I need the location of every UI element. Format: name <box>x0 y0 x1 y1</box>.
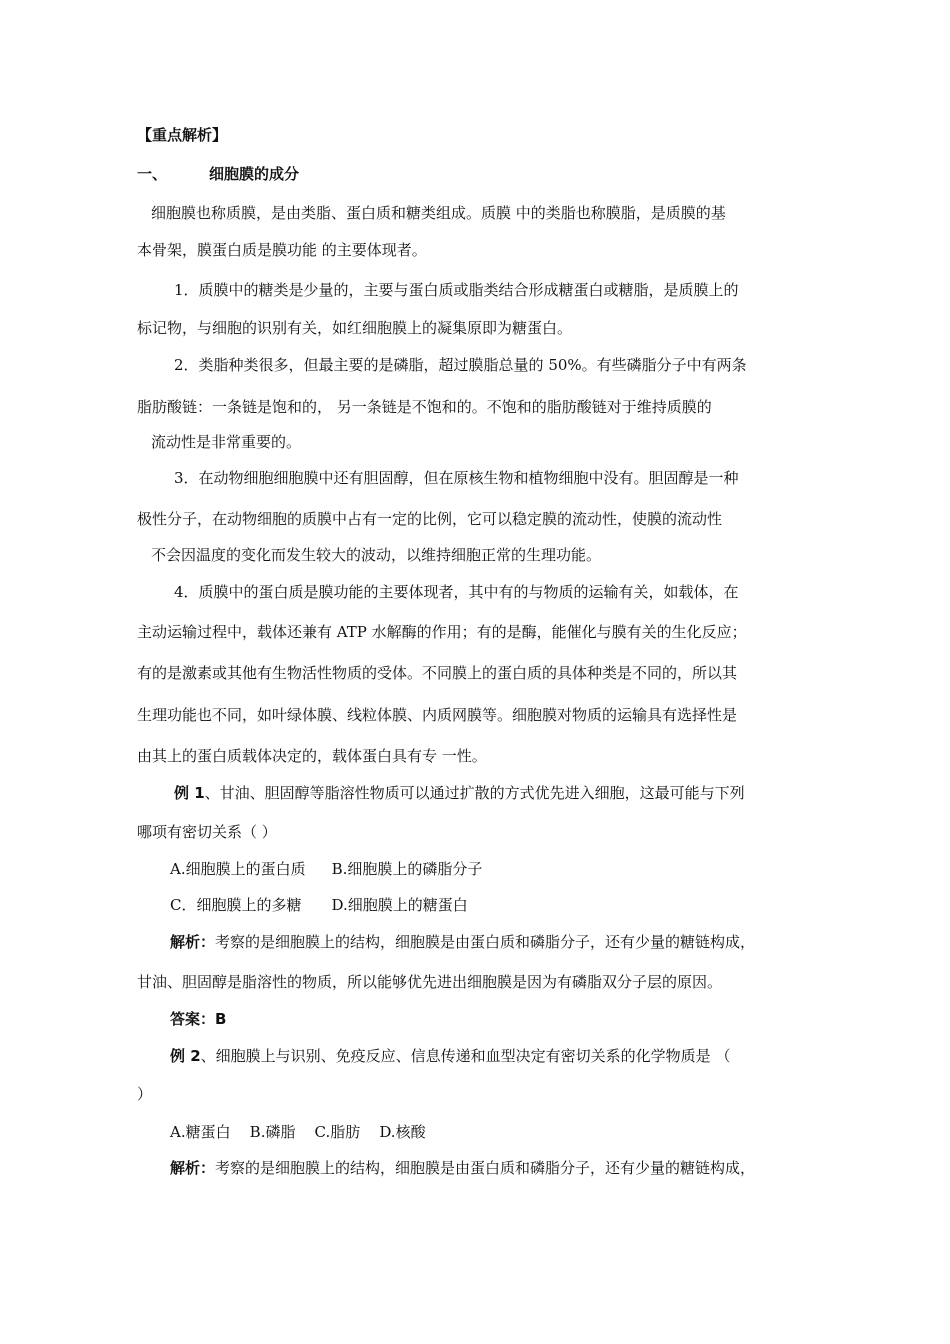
subsection-number: 一、 <box>137 165 168 183</box>
point-line: 有的是激素或其他有生物活性物质的受体。不同膜上的蛋白质的具体种类是不同的，所以其 <box>137 664 738 682</box>
point-line: 4．质膜中的蛋白质是膜功能的主要体现者，其中有的与物质的运输有关，如载体，在 <box>174 583 739 601</box>
point-line: 由其上的蛋白质载体决定的，载体蛋白具有专 一性。 <box>137 747 487 765</box>
analysis-text: 考察的是细胞膜上的结构，细胞膜是由蛋白质和磷脂分子，还有少量的糖链构成， <box>215 1159 756 1177</box>
example-1-options-row-1 <box>170 859 482 879</box>
point-line: 脂肪酸链：一条链是饱和的， 另一条链是不饱和的。不饱和的脂肪酸链对于维持质膜的 <box>137 398 712 416</box>
intro-line: 本骨架，膜蛋白质是膜功能 的主要体现者。 <box>137 241 427 259</box>
example-1-analysis-line: 甘油、胆固醇是脂溶性的物质，所以能够优先进出细胞膜是因为有磷脂双分子层的原因。 <box>137 973 723 991</box>
option-d: D.细胞膜上的糖蛋白 <box>331 896 468 914</box>
point-line: 主动运输过程中，载体还兼有 ATP 水解酶的作用；有的是酶，能催化与膜有关的生化反应； <box>137 623 747 641</box>
example-1-options-row-2 <box>170 895 468 915</box>
example-1-analysis <box>170 932 755 952</box>
point-line: 不会因温度的变化而发生较大的波动，以维持细胞正常的生理功能。 <box>151 546 602 564</box>
example-2-options: A.糖蛋白 B.磷脂 C.脂肪 D.核酸 <box>170 1123 426 1141</box>
point-line: 3．在动物细胞细胞膜中还有胆固醇，但在原核生物和植物细胞中没有。胆固醇是一种 <box>174 469 739 487</box>
example-2-question-text: 、细胞膜上与识别、免疫反应、信息传递和血型决定有密切关系的化学物质是 （ <box>200 1047 731 1065</box>
point-line: 2．类脂种类很多，但最主要的是磷脂，超过膜脂总量的 50%。有些磷脂分子中有两条 <box>174 356 747 374</box>
example-1-question <box>174 783 745 803</box>
point-line: 流动性是非常重要的。 <box>151 433 302 451</box>
analysis-label: 解析： <box>170 933 216 951</box>
option-b: B.细胞膜上的磷脂分子 <box>331 860 483 878</box>
example-1-question-line: 哪项有密切关系（ ） <box>137 823 277 841</box>
example-1-answer: 答案：B <box>170 1010 227 1028</box>
example-1-question-text: 、甘油、胆固醇等脂溶性物质可以通过扩散的方式优先进入细胞，这最可能与下列 <box>204 784 745 802</box>
subsection-heading <box>137 164 299 184</box>
example-2-question-line: ） <box>137 1085 153 1103</box>
example-2-question <box>170 1046 730 1066</box>
section-header: 【重点解析】 <box>137 126 228 144</box>
example-1-label: 例 1 <box>174 784 205 802</box>
option-a: A.细胞膜上的蛋白质 <box>170 860 306 878</box>
point-line: 生理功能也不同，如叶绿体膜、线粒体膜、内质网膜等。细胞膜对物质的运输具有选择性是 <box>137 706 738 724</box>
analysis-label: 解析： <box>170 1159 216 1177</box>
analysis-text: 考察的是细胞膜上的结构，细胞膜是由蛋白质和磷脂分子，还有少量的糖链构成， <box>215 933 756 951</box>
option-c: C．细胞膜上的多糖 <box>170 896 302 914</box>
example-2-analysis <box>170 1158 755 1178</box>
intro-line: 细胞膜也称质膜，是由类脂、蛋白质和糖类组成。质膜 中的类脂也称膜脂，是质膜的基 <box>151 204 726 222</box>
example-2-label: 例 2 <box>170 1047 201 1065</box>
point-line: 1．质膜中的糖类是少量的，主要与蛋白质或脂类结合形成糖蛋白或糖脂，是质膜上的 <box>174 281 739 299</box>
point-line: 极性分子，在动物细胞的质膜中占有一定的比例，它可以稳定膜的流动性，使膜的流动性 <box>137 510 723 528</box>
subsection-title: 细胞膜的成分 <box>209 165 300 183</box>
point-line: 标记物，与细胞的识别有关，如红细胞膜上的凝集原即为糖蛋白。 <box>137 319 573 337</box>
